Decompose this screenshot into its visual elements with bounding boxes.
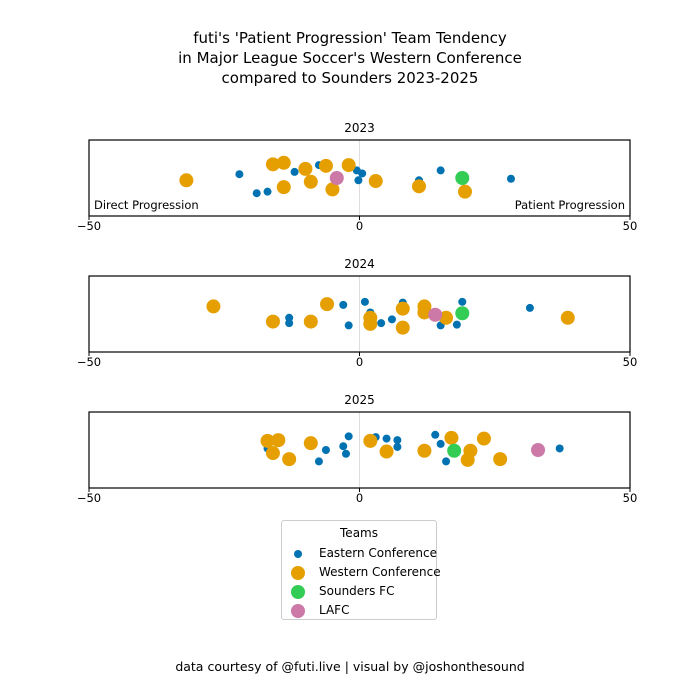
x-tick-label: 0	[355, 355, 364, 369]
chart-title-line: futi's 'Patient Progression' Team Tendency	[193, 29, 507, 47]
x-tick-label: 0	[355, 219, 364, 233]
data-point-east	[315, 457, 323, 465]
data-point-east	[526, 304, 534, 312]
data-point-east	[377, 319, 385, 327]
x-tick-label: 50	[622, 491, 638, 505]
data-point-west	[369, 174, 383, 188]
legend-label: Eastern Conference	[319, 546, 437, 560]
data-point-east	[322, 446, 330, 454]
legend-item-sounders	[282, 583, 436, 602]
panel-title: 2025	[344, 393, 375, 407]
legend-item-lafc	[282, 602, 436, 621]
data-point-east	[431, 431, 439, 439]
legend-item-west	[282, 564, 441, 583]
data-point-west	[363, 434, 377, 448]
data-point-west	[298, 162, 312, 176]
data-point-west	[304, 436, 318, 450]
data-point-west	[304, 175, 318, 189]
data-point-east	[291, 168, 299, 176]
data-point-west	[363, 317, 377, 331]
data-point-lafc	[428, 308, 442, 322]
data-point-east	[393, 436, 401, 444]
legend-item-east	[282, 545, 436, 564]
x-tick-label: −50	[76, 491, 102, 505]
panel-title: 2024	[344, 257, 375, 271]
legend-label: Western Conference	[319, 565, 441, 579]
data-point-east	[264, 188, 272, 196]
x-tick-label: 50	[622, 219, 638, 233]
x-tick-label: 0	[355, 491, 364, 505]
data-point-west	[461, 453, 475, 467]
data-point-west	[342, 158, 356, 172]
data-point-sounders	[447, 444, 461, 458]
data-point-east	[285, 319, 293, 327]
data-point-east	[358, 169, 366, 177]
legend-marker	[291, 585, 305, 599]
data-point-west	[561, 311, 575, 325]
data-point-east	[507, 175, 515, 183]
data-point-east	[342, 450, 350, 458]
annotation-direct-progression: Direct Progression	[94, 198, 199, 212]
data-point-east	[556, 444, 564, 452]
data-point-west	[277, 156, 291, 170]
chart-title-line: in Major League Soccer's Western Conference	[178, 49, 522, 67]
data-point-sounders	[455, 306, 469, 320]
data-point-east	[388, 315, 396, 323]
data-point-sounders	[455, 171, 469, 185]
data-point-west	[319, 159, 333, 173]
x-tick-label: −50	[76, 355, 102, 369]
data-point-east	[437, 440, 445, 448]
legend	[281, 520, 441, 620]
data-point-east	[354, 176, 362, 184]
legend-label: LAFC	[319, 603, 350, 617]
data-point-west	[282, 452, 296, 466]
legend-marker	[291, 604, 305, 618]
data-point-west	[417, 444, 431, 458]
data-point-west	[277, 180, 291, 194]
data-point-west	[458, 185, 472, 199]
data-point-west	[396, 321, 410, 335]
data-point-west	[271, 433, 285, 447]
data-point-east	[383, 435, 391, 443]
data-point-east	[339, 301, 347, 309]
data-point-west	[304, 315, 318, 329]
data-point-west	[493, 452, 507, 466]
data-point-west	[179, 173, 193, 187]
legend-marker	[294, 550, 302, 558]
data-point-west	[412, 179, 426, 193]
data-point-west	[206, 299, 220, 313]
data-point-east	[345, 321, 353, 329]
data-point-east	[437, 166, 445, 174]
data-point-west	[380, 445, 394, 459]
data-point-west	[320, 297, 334, 311]
data-point-lafc	[330, 171, 344, 185]
panel-title: 2023	[344, 121, 375, 135]
data-point-east	[442, 457, 450, 465]
footer-credit: data courtesy of @futi.live | visual by @joshonthesound	[175, 659, 525, 674]
data-point-east	[253, 189, 261, 197]
data-point-west	[477, 432, 491, 446]
data-point-east	[458, 298, 466, 306]
data-point-west	[396, 302, 410, 316]
data-point-west	[266, 446, 280, 460]
data-point-east	[345, 432, 353, 440]
x-tick-label: 50	[622, 355, 638, 369]
data-point-east	[339, 442, 347, 450]
annotation-patient-progression: Patient Progression	[514, 198, 625, 212]
legend-title: Teams	[340, 526, 378, 540]
chart-title-line: compared to Sounders 2023-2025	[221, 69, 479, 87]
data-point-east	[393, 443, 401, 451]
data-point-east	[453, 321, 461, 329]
data-point-east	[361, 298, 369, 306]
data-point-lafc	[531, 443, 545, 457]
legend-marker	[291, 566, 305, 580]
data-point-east	[235, 170, 243, 178]
data-point-west	[266, 315, 280, 329]
data-point-west	[444, 431, 458, 445]
x-tick-label: −50	[76, 219, 102, 233]
legend-label: Sounders FC	[319, 584, 395, 598]
